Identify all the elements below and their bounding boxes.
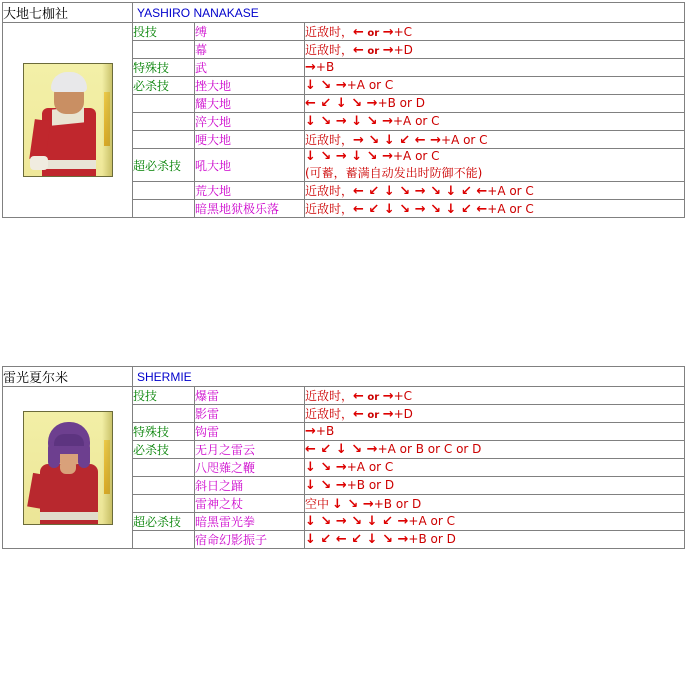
move-name-cell: 雷神之杖	[195, 495, 305, 513]
move-name-cell: 斜日之踊	[195, 477, 305, 495]
category-cell: 必杀技	[133, 441, 195, 459]
category-cell	[133, 531, 195, 549]
command-cell: 近敌时，← ↙ ↓ ↘ → ↘ ↓ ↙ ←+A or C	[305, 182, 685, 200]
character-en-name-cell: SHERMIE	[133, 367, 685, 387]
category-cell: 投技	[133, 23, 195, 41]
category-cell	[133, 113, 195, 131]
command-cell: →+B	[305, 423, 685, 441]
move-name-cell: 暗黑雷光拳	[195, 513, 305, 531]
category-cell	[133, 477, 195, 495]
command-cell: ↓ ↘ → ↓ ↘ →+A or C	[305, 113, 685, 131]
command-cell: ↓ ↘ → ↓ ↘ →+A or C (可蓄，蓄满自动发出时防御不能)	[305, 149, 685, 182]
command-cell: ← ↙ ↓ ↘ →+B or D	[305, 95, 685, 113]
category-cell: 投技	[133, 387, 195, 405]
command-cell: ↓ ↘ →+A or C	[305, 459, 685, 477]
category-cell	[133, 182, 195, 200]
command-cell: 近敌时，← or →+C	[305, 387, 685, 405]
move-name-cell: 宿命幻影振子	[195, 531, 305, 549]
move-name-cell: 吼大地	[195, 149, 305, 182]
yashiro-portrait	[3, 23, 133, 218]
move-name-cell: 耀大地	[195, 95, 305, 113]
command-cell: 近敌时，← ↙ ↓ ↘ → ↘ ↓ ↙ ←+A or C	[305, 200, 685, 218]
category-cell	[133, 95, 195, 113]
category-cell: 超必杀技	[133, 513, 195, 531]
command-cell: 近敌时，← or →+D	[305, 41, 685, 59]
move-name-cell: 淬大地	[195, 113, 305, 131]
move-name-cell: 挫大地	[195, 77, 305, 95]
category-cell	[133, 459, 195, 477]
move-name-cell: 爆雷	[195, 387, 305, 405]
category-cell: 超必杀技	[133, 149, 195, 182]
move-name-cell: 钩雷	[195, 423, 305, 441]
command-cell: 近敌时，← or →+C	[305, 23, 685, 41]
command-cell: ↓ ↘ →+B or D	[305, 477, 685, 495]
move-name-cell: 哽大地	[195, 131, 305, 149]
command-cell: ← ↙ ↓ ↘ →+A or B or C or D	[305, 441, 685, 459]
category-cell	[133, 131, 195, 149]
category-cell: 特殊技	[133, 59, 195, 77]
command-cell: 空中 ↓ ↘ →+B or D	[305, 495, 685, 513]
command-cell: ↓ ↘ →+A or C	[305, 77, 685, 95]
command-cell: ↓ ↙ ← ↙ ↓ ↘ →+B or D	[305, 531, 685, 549]
shermie-portrait	[3, 387, 133, 549]
move-name-cell: 无月之雷云	[195, 441, 305, 459]
command-cell: ↓ ↘ → ↘ ↓ ↙ →+A or C	[305, 513, 685, 531]
move-name-cell: 缚	[195, 23, 305, 41]
shermie-portrait-art	[23, 411, 113, 525]
move-name-cell: 荒大地	[195, 182, 305, 200]
category-cell: 特殊技	[133, 423, 195, 441]
move-name-cell: 八咫薙之鞭	[195, 459, 305, 477]
command-cell: 近敌时，→ ↘ ↓ ↙ ← →+A or C	[305, 131, 685, 149]
character-cn-name: 大地七枷社	[3, 3, 133, 23]
character-table-shermie	[2, 366, 685, 549]
move-name-cell: 武	[195, 59, 305, 77]
move-name-cell: 影雷	[195, 405, 305, 423]
command-cell: 近敌时，← or →+D	[305, 405, 685, 423]
category-cell	[133, 200, 195, 218]
category-cell	[133, 41, 195, 59]
character-en-name-cell: YASHIRO NANAKASE	[133, 3, 685, 23]
character-table-yashiro	[2, 2, 685, 218]
move-name-cell: 幕	[195, 41, 305, 59]
command-cell: →+B	[305, 59, 685, 77]
character-cn-name: 雷光夏尔米	[3, 367, 133, 387]
move-note: (可蓄，蓄满自动发出时防御不能)	[305, 166, 483, 180]
category-cell	[133, 405, 195, 423]
yashiro-portrait-art	[23, 63, 113, 177]
move-name-cell: 暗黑地狱极乐落	[195, 200, 305, 218]
category-cell: 必杀技	[133, 77, 195, 95]
category-cell	[133, 495, 195, 513]
